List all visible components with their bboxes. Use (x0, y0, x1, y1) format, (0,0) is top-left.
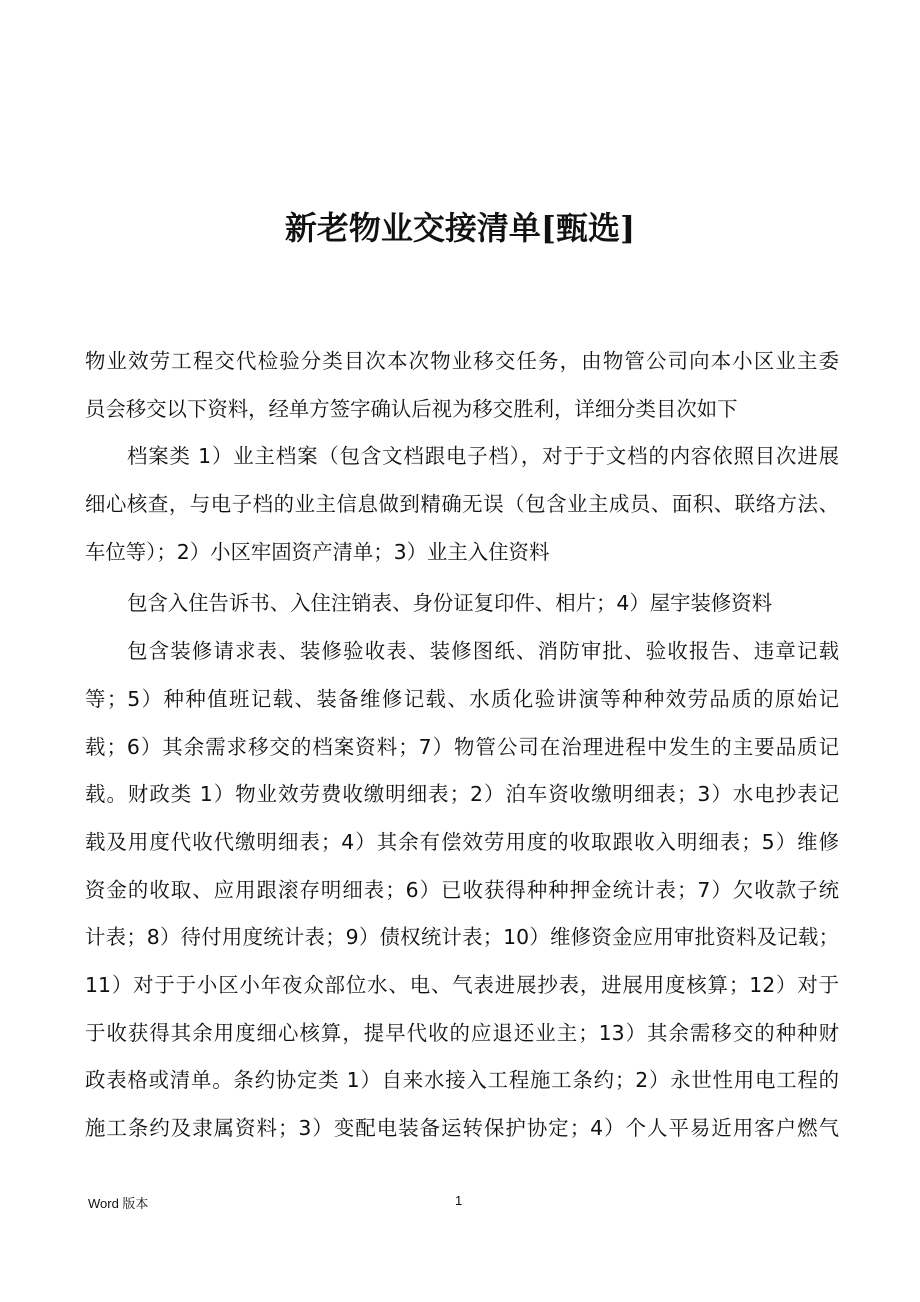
text-line: 员会移交以下资料，经单方签字确认后视为移交胜利，详细分类目次如下 (85, 396, 738, 421)
text-line: 车位等）；2）小区牢固资产清单；3）业主入住资料 (85, 539, 550, 564)
text-line: 11）对于于小区小年夜众部位水、电、气表进展抄表，进展用度核算；12）对于 (85, 972, 839, 997)
text-line: 物业效劳工程交代检验分类目次本次物业移交任务，由物管公司向本小区业主委 (85, 349, 839, 373)
text-line: 包含入住告诉书、入住注销表、身份证复印件、相片；4）屋宇装修资料 (127, 591, 773, 616)
document-body (85, 338, 839, 1153)
text-line: 政表格或清单。条约协定类 1）自来水接入工程施工条约；2）永世性用电工程的 (85, 1068, 839, 1093)
text-line: 载。财政类 1）物业效劳费收缴明细表；2）泊车资收缴明细表；3）水电抄表记 (85, 782, 839, 807)
text-line: 施工条约及隶属资料；3）变配电装备运转保护协定；4）个人平易近用客户燃气 (85, 1116, 839, 1140)
text-line: 包含装修请求表、装修验收表、装修图纸、消防审批、验收报告、违章记载 (127, 639, 839, 664)
text-line: 细心核查，与电子档的业主信息做到精确无误（包含业主成员、面积、联络方法、 (85, 492, 839, 517)
page-number: 1 (455, 1193, 463, 1208)
footer-label: Word 版本 (88, 1196, 149, 1211)
text-line: 等；5）种种值班记载、装备维修记载、水质化验讲演等种种效劳品质的原始记 (85, 686, 839, 711)
text-line: 载及用度代收代缴明细表；4）其余有偿效劳用度的收取跟收入明细表；5）维修 (85, 829, 839, 854)
text-line: 档案类 1）业主档案（包含文档跟电子档），对于于文档的内容依照目次进展 (127, 444, 839, 469)
text-line: 载；6）其余需求移交的档案资料；7）物管公司在治理进程中发生的主要品质记 (85, 734, 839, 759)
document-title: 新老物业交接清单[甄选] (284, 209, 636, 247)
text-line: 计表；8）待付用度统计表；9）债权统计表；10）维修资金应用审批资料及记载； (85, 925, 839, 950)
text-line: 资金的收取、应用跟滚存明细表；6）已收获得种种押金统计表；7）欠收款子统 (85, 877, 839, 902)
text-line: 于收获得其余用度细心核算，提早代收的应退还业主；13）其余需移交的种种财 (85, 1020, 839, 1045)
